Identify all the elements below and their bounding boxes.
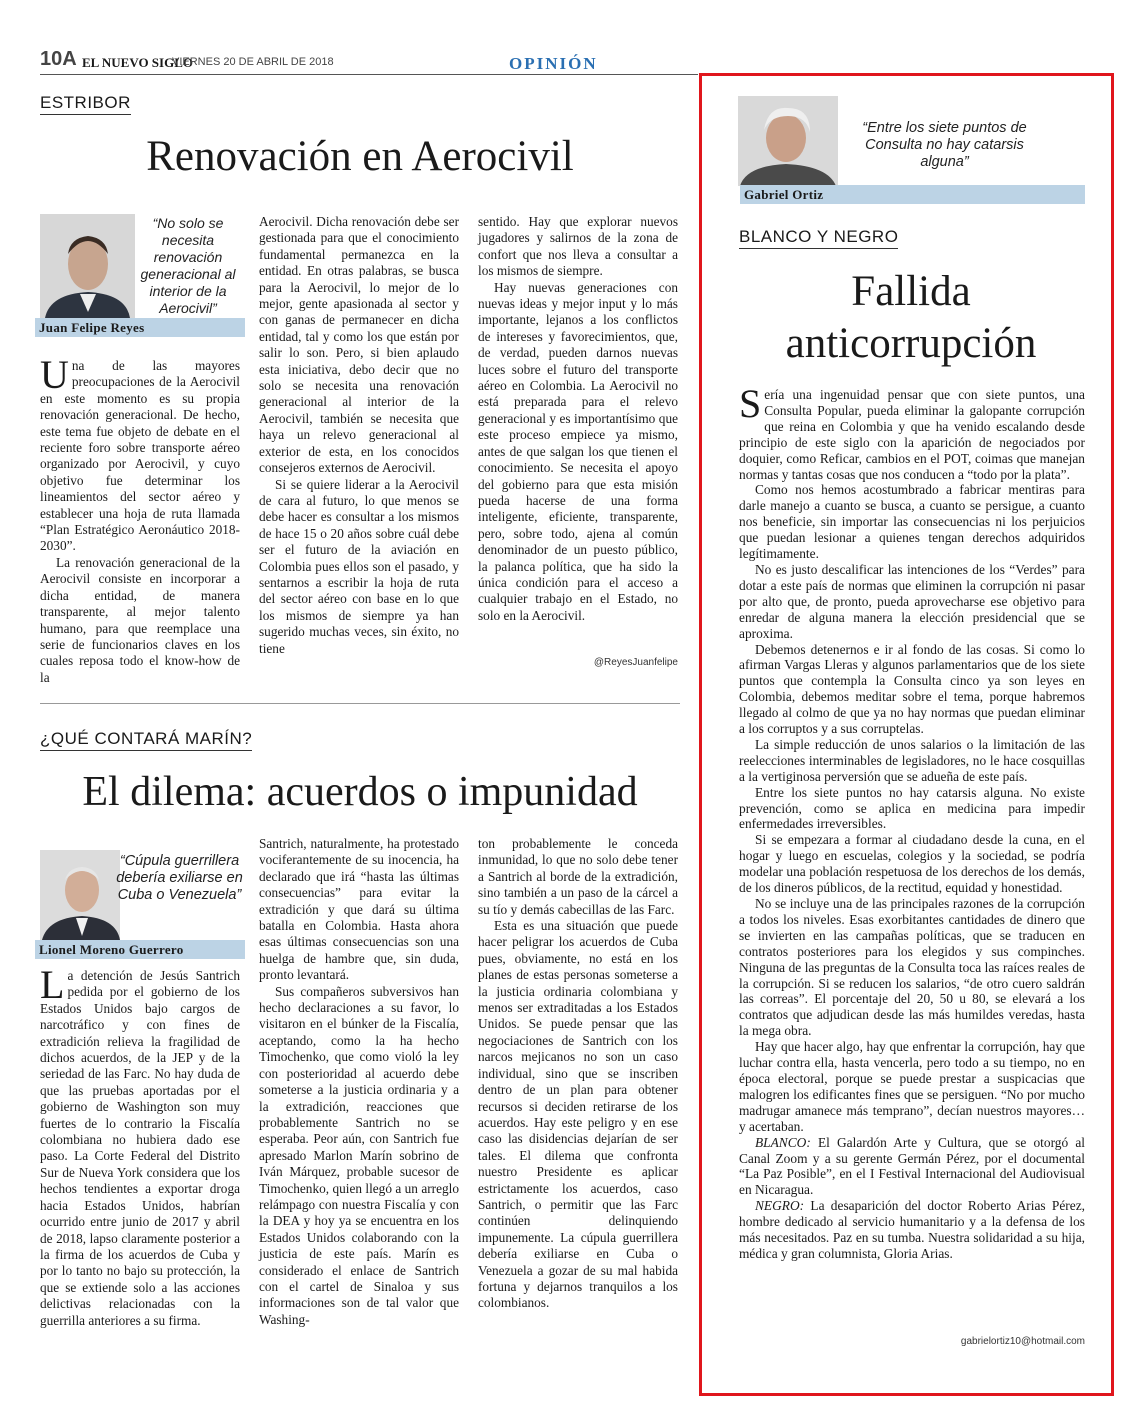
paragraph: a detención de Jesús Santrich pedida por el gobierno de los Estados Unidos bajo cargos de narcotráfico y con fines de extradición relieva la fragilidad de dichos acuerdos, de la JEP y de la seriedad de las Farc. No hay duda de que las pruebas aportadas por el gobierno de Washington son muy fuertes de lo contrario la Fiscalía colombiana no hubiera dado ese paso. La Corte Federal del Distrito Sur de Nueva York considera que los hechos tendientes a exportar droga hacia Estados Unidos, habrían ocurrido entre junio de 2017 y abril de 2018, lapso claramente posterior a la firma de los acuerdos de Cuba y por lo tanto no bajo su protección, la que se extiende solo a las acciones delictivas relacionadas con la guerrilla anteriores a su firma. [40, 968, 240, 1328]
article-divider [40, 703, 680, 704]
article3-author: Gabriel Ortiz [740, 185, 1085, 204]
paragraph: Si se empezara a formar al ciudadano desde la cuna, en el hogar y luego en escuelas, colegios y la sociedad, se podría modelar una población respetuosa de los derechos de los demás, de los dineros públicos, de la rectitud, equidad y honestidad. [739, 832, 1085, 896]
article1-pull-quote: “No solo se necesita renovación generacional al interior de la Aerocivil” [140, 215, 236, 316]
drop-cap: L [40, 962, 65, 1007]
article2-pull-quote: “Cúpula guerrillera debería exiliarse en Cuba o Venezuela” [116, 853, 243, 903]
article3-title-line-2: anticorrupción [785, 320, 1037, 367]
paragraph: Entre los siete puntos no hay catarsis alguna. No existe prevención, como se aplica en medicina para impedir enfermedades irreversibles. [739, 784, 1085, 832]
paragraph: Si se quiere liderar a la Aerocivil de cara al futuro, lo que menos se debe hacer es consultar a los mismos de hace 15 o 20 años sobre cuál debe ser el futuro de la aviación en Colombia pues ellos son el pasado, y sentarnos a escribir la hoja de ruta del sector aéreo con base en lo que los mismos de siempre ya han sugerido muchas veces, sin éxito, no tiene [259, 476, 459, 656]
paragraph: sentido. Hay que explorar nuevos jugadores y salirnos de la zona de confort que nos lleva a consultar a los mismos de siempre. [478, 214, 678, 279]
paragraph: ería una ingenuidad pensar que con siete puntos, una Consulta Popular, pueda eliminar la galopante corrupción que reina en Colombia y que ha venido escalando desde principio de este siglo con la aparición de negociados por doquier, como Reficar, cambios en el POT, coimas que manejan normas y tantas cosas que nos conducen a “todo por la plata”. [739, 387, 1085, 482]
negro-paragraph [739, 1198, 1085, 1262]
issue-date: VIERNES 20 DE ABRIL DE 2018 [172, 56, 334, 68]
blanco-text: El Galardón Arte y Cultura, que se otorgó al Canal Zoom y a su gerente Germán Pérez, por el documental “La Paz Posible”, en el I Festival Internacional del Audiovisual en Nicaragua. [739, 1134, 1085, 1198]
article3-title [735, 266, 1087, 370]
article1-column-1 [40, 352, 240, 686]
paragraph: Hay nuevas generaciones con nuevas ideas y mejor input y lo más importante, lejanos a los conflictos de intereses y favorecimientos, que, de verdad, pueden darnos nuevas luces sobre el futuro del transporte aéreo en Colombia. La Aerocivil no está preparada para el relevo generacional y es importantísimo que este proceso empiece ya mismo, antes de que salgan los que tienen el conocimiento. Se necesita el apoyo del gobierno para que esta misión pueda hacerse de una forma inteligente, eficiente, transparente, pero, sobre todo, ajena al común denominador de un puesto público, la palanca política, que ha sido la única condición para el acceso a cualquier trabajo en el Estado, no solo en la Aerocivil. [478, 279, 678, 623]
article3-title-line-1: Fallida [851, 268, 971, 315]
paragraph: No es justo descalificar las intenciones de los “Verdes” para dotar a este país de normas que eliminen la corrupción ni pasar por alto que, de pronto, pueda aprovecharse ese objetivo para enredar de alguna manera la elección presidencial que se aproxima. [739, 561, 1085, 641]
article2-column-3 [478, 836, 678, 1312]
article2-kicker: ¿QUÉ CONTARÁ MARÍN? [40, 729, 252, 751]
negro-label: NEGRO: [755, 1198, 805, 1214]
paragraph: Hay que hacer algo, hay que enfrentar la corrupción, hay que luchar contra ella, hasta vencerla, pero todo a su tiempo, no en época electoral, porque se puede prestar a suspicacias que malogren los edificantes fines que se persiguen. “No por mucho madrugar amanece más temprano”, decían nuestros mayores… y acertaban. [739, 1039, 1085, 1134]
paragraph: na de las mayores preocupaciones de la Aerocivil en este momento es su propia renovación generacional. De hecho, este tema fue objeto de debate en el reciente foro sobre transporte aéreo organizado por Aerocivil, y cuyo objetivo fue determinar los lineamientos del sector aéreo y establecer una hoja de ruta llamada “Plan Estratégico Aeronáutico 2018-2030”. [40, 358, 240, 554]
article1-kicker: ESTRIBOR [40, 93, 131, 115]
drop-cap: S [739, 381, 762, 426]
article2-column-1 [40, 962, 240, 1329]
article1-author: Juan Felipe Reyes [35, 318, 245, 337]
person-portrait-icon [738, 96, 838, 186]
person-portrait-icon [40, 850, 120, 940]
section-title: OPINIÓN [509, 54, 598, 73]
paragraph: Debemos detenernos e ir al fondo de las cosas. Si como lo afirman Vargas Lleras y algunos parlamentarios que de los siete puntos que contempla la Consulta cinco ya son leyes en Colombia, debemos meditar sobre el tema, porque habremos llegado al colmo de que ya no hay normas que puedan eliminar a los corruptos y a sus corruptelas. [739, 641, 1085, 737]
paragraph: No se incluye una de las principales razones de la corrupción a todos los niveles. Esas exorbitantes cantidades de dinero que se invierten en las campañas políticas, que se traducen en contratos posteriores para los elegidos y sus compinches. Ninguna de las preguntas de la Consulta toca las raíces reales de la corrupción. Si se reducen los salarios, “de otro cuero saldrán las correas”. El porcentaje del 20, 50 u 80, se elevará a los contratos que adjudican desde las más humildes veredas, hasta la mega obra. [739, 896, 1085, 1039]
article1-title: Renovación en Aerocivil [146, 133, 574, 180]
article1-column-2 [259, 214, 459, 657]
header-rule [40, 74, 698, 75]
article3-kicker: BLANCO Y NEGRO [739, 227, 898, 249]
blanco-label: BLANCO: [755, 1134, 811, 1150]
paragraph: Santrich, naturalmente, ha protestado vociferantemente de su inocencia, ha declarado que irá “hasta las últimas consecuencias” para evitar la extradición y que dará su última batalla en Colombia. Hasta ahora esas últimas consecuencias son una huelga de hambre que, sin duda, pronto levantará. [259, 836, 459, 983]
article1-signature: @ReyesJuanfelipe [593, 657, 678, 668]
drop-cap: U [40, 352, 69, 397]
paragraph: Sus compañeros subversivos han hecho declaraciones a su favor, lo visitaron en el búnker de la Fiscalía, aceptando, como la ha hecho Timochenko, que como violó la ley con posterioridad al acuerdo debe someterse a la justicia ordinaria y a la extradición, reacciones que probablemente Santrich no se esperaba. Peor aún, con Santrich fue apresado Marlon Marín sobrino de Iván Márquez, probable sucesor de Timochenko, quien llegó a un arreglo relámpago con nuestra Fiscalía y con la DEA y hoy ya se encuentra en los Estados Unidos colaborando con la justicia de este país. Marín es considerado el enlace de Santrich con el cartel de Sinaloa y sus informaciones son de tal valor que Washing- [259, 983, 459, 1327]
paragraph: Como nos hemos acostumbrado a fabricar mentiras para darle manejo a cuanto se busca, a cuanto se persigue, a cuanto nos beneficie, sin importar las consecuencias ni los perjuicios que puedan lesionar a quienes tengan derechos adquiridos legítimamente. [739, 482, 1085, 562]
article3-pull-quote: “Entre los siete puntos de Consulta no hay catarsis alguna” [862, 120, 1027, 170]
paragraph: ton probablemente le conceda inmunidad, lo que no solo debe tener a Santrich al borde de la extradición, sino también a un paso de la cárcel a su tío y demás cabecillas de las Farc. [478, 836, 678, 917]
article1-column-3 [478, 214, 678, 624]
article3-signature: gabrielortiz10@hotmail.com [960, 1336, 1085, 1347]
author-photo-lionel-moreno [40, 850, 120, 940]
paragraph: La simple reducción de unos salarios o la limitación de las reelecciones interminables de legisladores, no le hace cosquillas a la vertiginosa perversión que se adueña de este país. [739, 736, 1085, 784]
article2-author: Lionel Moreno Guerrero [35, 940, 245, 959]
newspaper-name: EL NUEVO SIGLO [82, 55, 193, 70]
paragraph: La renovación generacional de la Aerocivil consiste en incorporar a dicha entidad, de manera transparente, al mejor talento humano, para que reemplace una serie de funcionarios claves en los cuales reposa todo el know-how de la [40, 554, 240, 685]
article2-column-2 [259, 836, 459, 1328]
negro-text: La desaparición del doctor Roberto Arias Pérez, hombre dedicado al servicio humanitario y a la defensa de los más necesitados. Paz en su tumba. Nuestra solidaridad a su hija, médica y gran columnista, Gloria Arias. [739, 1198, 1085, 1261]
blanco-paragraph [739, 1135, 1085, 1199]
paragraph: Esta es una situación que puede hacer peligrar los acuerdos de Cuba pues, obviamente, no está en los planes de estas personas someterse a la justicia ordinaria colombiana y menos ser extraditadas a los Estados Unidos. Se puede pensar que las negociaciones de Santrich con los narcos mejicanos no son un caso individual, sino que se inscriben dentro de un plan para obtener recursos si deciden retirarse de los acuerdos. Hay este peligro y en ese caso las disidencias dejarían de ser tales. El dilema que confronta nuestro Presidente es aplicar estrictamente los acuerdos, caso Santrich, o permitir que las Farc continúen delinquiendo impunemente. La cúpula guerrillera debería exiliarse en Cuba o Venezuela a gozar de su mal habida fortuna y dejarnos tranquilos a los colombianos. [478, 918, 678, 1311]
article3-body [739, 381, 1085, 1262]
paragraph: Aerocivil. Dicha renovación debe ser gestionada para que el conocimiento fundamental permanezca en la entidad. En otras palabras, se busca para la Aerocivil, lo mejor de lo mejor, gente apasionada al sector y con ganas de permanecer en dicha entidad, tal y como los que están por salir lo son. Pero, si bien aplaudo esta iniciativa, debo decir que no solo se necesita una renovación generacional al interior de la Aerocivil, también se necesita que haya un relevo generacional al exterior de esta, en los conocidos consejeros externos de Aerocivil. [259, 214, 459, 476]
article2-title: El dilema: acuerdos o impunidad [82, 769, 638, 815]
person-portrait-icon [40, 214, 135, 318]
author-photo-juan-felipe-reyes [40, 214, 135, 318]
author-photo-gabriel-ortiz [738, 96, 838, 186]
page-number: 10A [40, 48, 77, 70]
